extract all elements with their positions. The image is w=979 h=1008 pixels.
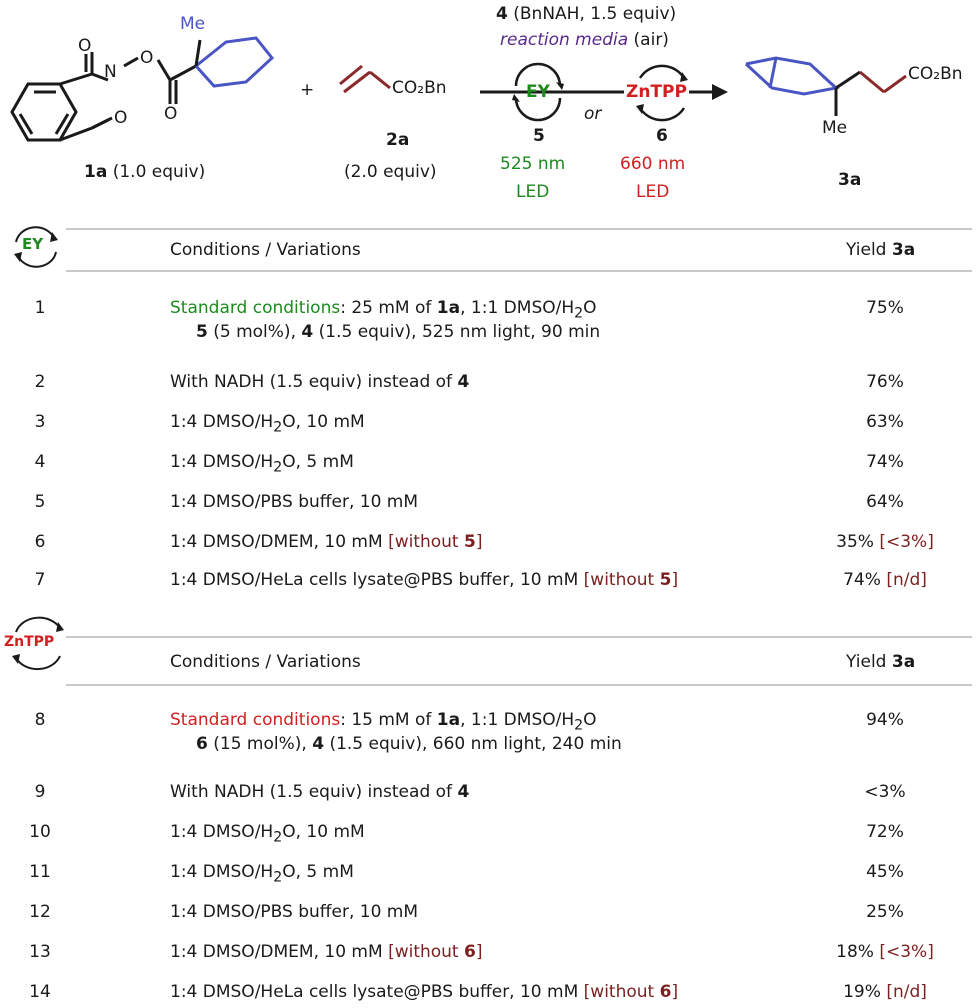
conditions-text: 1:4 DMSO/DMEM, 10 mM <box>170 942 389 962</box>
control-text: [without <box>583 982 660 1002</box>
ey-header-yield: Yield 3a <box>846 240 916 260</box>
yield-value: 75% <box>866 298 904 318</box>
conditions-cell <box>170 862 354 885</box>
cat1-led: LED <box>516 182 550 202</box>
zntpp-badge-label: ZnTPP <box>4 634 55 650</box>
yield-value: 72% <box>866 822 904 842</box>
zntpp-badge <box>2 612 74 672</box>
entry-number: 8 <box>34 710 46 730</box>
compound-ref: 1a <box>436 298 461 318</box>
conditions-cell <box>170 710 597 733</box>
acrylate-structure <box>340 66 390 92</box>
yield-cell <box>790 822 979 842</box>
entry-number: 7 <box>34 570 46 590</box>
yield-cell <box>790 372 979 392</box>
yield-value: 63% <box>866 412 904 432</box>
cat2-led: LED <box>636 182 670 202</box>
cat1-wavelength: 525 nm <box>500 154 566 174</box>
yield-value: 25% <box>866 902 904 922</box>
conditions-text: (15 mol%), <box>207 734 313 754</box>
cat1-num: 5 <box>533 126 545 146</box>
yield-cell <box>790 982 979 1002</box>
yield-value: 94% <box>866 710 904 730</box>
entry-number: 3 <box>34 412 46 432</box>
entry-number: 11 <box>29 862 51 882</box>
subscript: 2 <box>273 459 283 476</box>
yield-cell <box>790 532 979 552</box>
control-yield: [<3%] <box>879 942 934 962</box>
compound-ref: 4 <box>312 734 325 754</box>
standard-conditions-label: Standard conditions <box>170 710 341 730</box>
conditions-text: With NADH (1.5 equiv) instead of <box>170 372 458 392</box>
zn-header-yield: Yield 3a <box>846 652 916 672</box>
compound-ref: 5 <box>196 322 208 342</box>
control-text: [without <box>388 532 465 552</box>
entry-number: 12 <box>29 902 51 922</box>
product-me: Me <box>822 118 848 138</box>
yield-value: 18% <box>836 942 874 962</box>
conditions-text: O <box>583 298 597 318</box>
or-text: or <box>584 104 602 124</box>
compound-ref: 6 <box>196 734 208 754</box>
yield-cell <box>790 570 979 590</box>
zn-header-conditions: Conditions / Variations <box>170 652 361 672</box>
ey-header-bottom-rule <box>66 270 972 272</box>
yield-cell <box>790 710 979 730</box>
reagent-line: 4 (BnNAH, 1.5 equiv) <box>496 4 677 24</box>
media-line: reaction media (air) <box>500 30 669 50</box>
conditions-cell <box>170 902 418 922</box>
conditions-text: 1:4 DMSO/HeLa cells lysate@PBS buffer, 10 mM <box>170 570 584 590</box>
yield-value: 19% <box>843 982 881 1002</box>
product-chain-structure <box>860 72 906 92</box>
conditions-text: 1:4 DMSO/H <box>170 452 274 472</box>
entry-number: 4 <box>34 452 46 472</box>
conditions-cell-line2 <box>196 322 600 342</box>
entry-number: 5 <box>34 492 46 512</box>
atom-n: N <box>104 62 117 82</box>
scheme-structures <box>0 0 979 215</box>
yield-value: 74% <box>866 452 904 472</box>
conditions-text: 1:4 DMSO/H <box>170 412 274 432</box>
alkene-group: CO₂Bn <box>392 78 447 98</box>
conditions-text: , 1:1 DMSO/H <box>460 298 575 318</box>
entry-number: 13 <box>29 942 51 962</box>
substrate-label: 1a (1.0 equiv) <box>84 162 206 182</box>
yield-cell <box>790 412 979 432</box>
conditions-cell <box>170 412 365 435</box>
control-yield: [n/d] <box>886 982 927 1002</box>
atom-o2: O <box>140 48 154 68</box>
zn-header-bottom-rule <box>66 684 972 686</box>
standard-conditions-label: Standard conditions <box>170 298 341 318</box>
subscript: 2 <box>273 419 283 436</box>
compound-ref: 6 <box>464 942 476 962</box>
conditions-cell <box>170 372 469 392</box>
yield-value: 35% <box>836 532 874 552</box>
conditions-cell <box>170 570 678 590</box>
control-text: [without <box>388 942 465 962</box>
yield-cell <box>790 492 979 512</box>
compound-ref: 6 <box>659 982 672 1002</box>
plus-sign: + <box>300 80 315 100</box>
yield-value: 45% <box>866 862 904 882</box>
conditions-cell <box>170 942 483 962</box>
compound-ref: 1a <box>436 710 461 730</box>
atom-o1: O <box>78 36 92 56</box>
conditions-cell <box>170 492 418 512</box>
conditions-text: 1:4 DMSO/PBS buffer, 10 mM <box>170 902 419 922</box>
conditions-text: , 1:1 DMSO/H <box>460 710 575 730</box>
control-text: ] <box>671 982 679 1002</box>
product-group: CO₂Bn <box>908 64 963 84</box>
control-text: ] <box>671 570 679 590</box>
ey-badge-label: EY <box>22 235 44 253</box>
conditions-text: 1:4 DMSO/DMEM, 10 mM <box>170 532 389 552</box>
control-yield: [<3%] <box>879 532 934 552</box>
conditions-text: (1.5 equiv), 525 nm light, 90 min <box>313 322 601 342</box>
conditions-text: O, 10 mM <box>282 822 365 842</box>
entry-number: 6 <box>34 532 46 552</box>
conditions-text: O, 10 mM <box>282 412 365 432</box>
control-text: ] <box>475 942 483 962</box>
entry-number: 10 <box>29 822 51 842</box>
ey-header-top-rule <box>66 228 972 230</box>
control-yield: [n/d] <box>886 570 927 590</box>
entry-number: 14 <box>29 982 51 1002</box>
conditions-text: (1.5 equiv), 660 nm light, 240 min <box>324 734 622 754</box>
conditions-text: 1:4 DMSO/HeLa cells lysate@PBS buffer, 10 mM <box>170 982 584 1002</box>
subscript: 2 <box>273 829 283 846</box>
subscript: 2 <box>273 869 283 886</box>
alkene-label: 2a <box>386 130 410 150</box>
compound-ref: 5 <box>464 532 476 552</box>
entry-number: 1 <box>34 298 46 318</box>
conditions-text: 1:4 DMSO/PBS buffer, 10 mM <box>170 492 419 512</box>
control-bracket <box>584 570 678 590</box>
conditions-text: 1:4 DMSO/H <box>170 822 274 842</box>
ey-badge <box>6 220 66 272</box>
conditions-text: : 25 mM of <box>340 298 437 318</box>
entry-number: 2 <box>34 372 46 392</box>
cat2-num: 6 <box>656 126 668 146</box>
conditions-cell <box>170 982 678 1002</box>
substrate-me: Me <box>180 14 206 34</box>
product-cyclohexane-structure <box>746 58 836 94</box>
conditions-text: O, 5 mM <box>282 862 354 882</box>
atom-o3: O <box>114 108 128 128</box>
entry-number: 9 <box>34 782 46 802</box>
control-text: [without <box>583 570 660 590</box>
conditions-text: O <box>583 710 597 730</box>
conditions-cell <box>170 452 354 475</box>
cat2-label: ZnTPP <box>626 82 687 102</box>
conditions-cell <box>170 298 597 321</box>
conditions-text: With NADH (1.5 equiv) instead of <box>170 782 458 802</box>
conditions-cell <box>170 822 365 845</box>
ey-header-conditions: Conditions / Variations <box>170 240 361 260</box>
compound-ref: 4 <box>301 322 314 342</box>
conditions-cell <box>170 782 469 802</box>
cyclohexane-structure <box>196 38 272 86</box>
zn-header-top-rule <box>66 636 972 638</box>
cat2-wavelength: 660 nm <box>620 154 686 174</box>
subscript: 2 <box>574 717 584 734</box>
compound-ref: 4 <box>457 372 470 392</box>
yield-value: 64% <box>866 492 904 512</box>
subscript: 2 <box>574 305 584 322</box>
conditions-text: O, 5 mM <box>282 452 354 472</box>
atom-o4: O <box>164 104 178 124</box>
conditions-text: : 15 mM of <box>340 710 437 730</box>
yield-cell <box>790 298 979 318</box>
conditions-cell <box>170 532 483 552</box>
compound-ref: 4 <box>457 782 470 802</box>
yield-cell <box>790 862 979 882</box>
yield-value: 74% <box>843 570 881 590</box>
yield-value: <3% <box>864 782 906 802</box>
conditions-text: (5 mol%), <box>207 322 302 342</box>
control-text: ] <box>475 532 483 552</box>
cat1-label: EY <box>526 82 550 102</box>
yield-cell <box>790 452 979 472</box>
control-bracket <box>584 982 678 1002</box>
yield-cell <box>790 942 979 962</box>
yield-value: 76% <box>866 372 904 392</box>
yield-cell <box>790 902 979 922</box>
product-label: 3a <box>838 170 862 190</box>
conditions-cell-line2 <box>196 734 622 754</box>
alkene-equiv: (2.0 equiv) <box>344 162 437 182</box>
control-bracket <box>388 532 482 552</box>
conditions-text: 1:4 DMSO/H <box>170 862 274 882</box>
control-bracket <box>388 942 482 962</box>
compound-ref: 5 <box>659 570 672 590</box>
yield-cell <box>790 782 979 802</box>
